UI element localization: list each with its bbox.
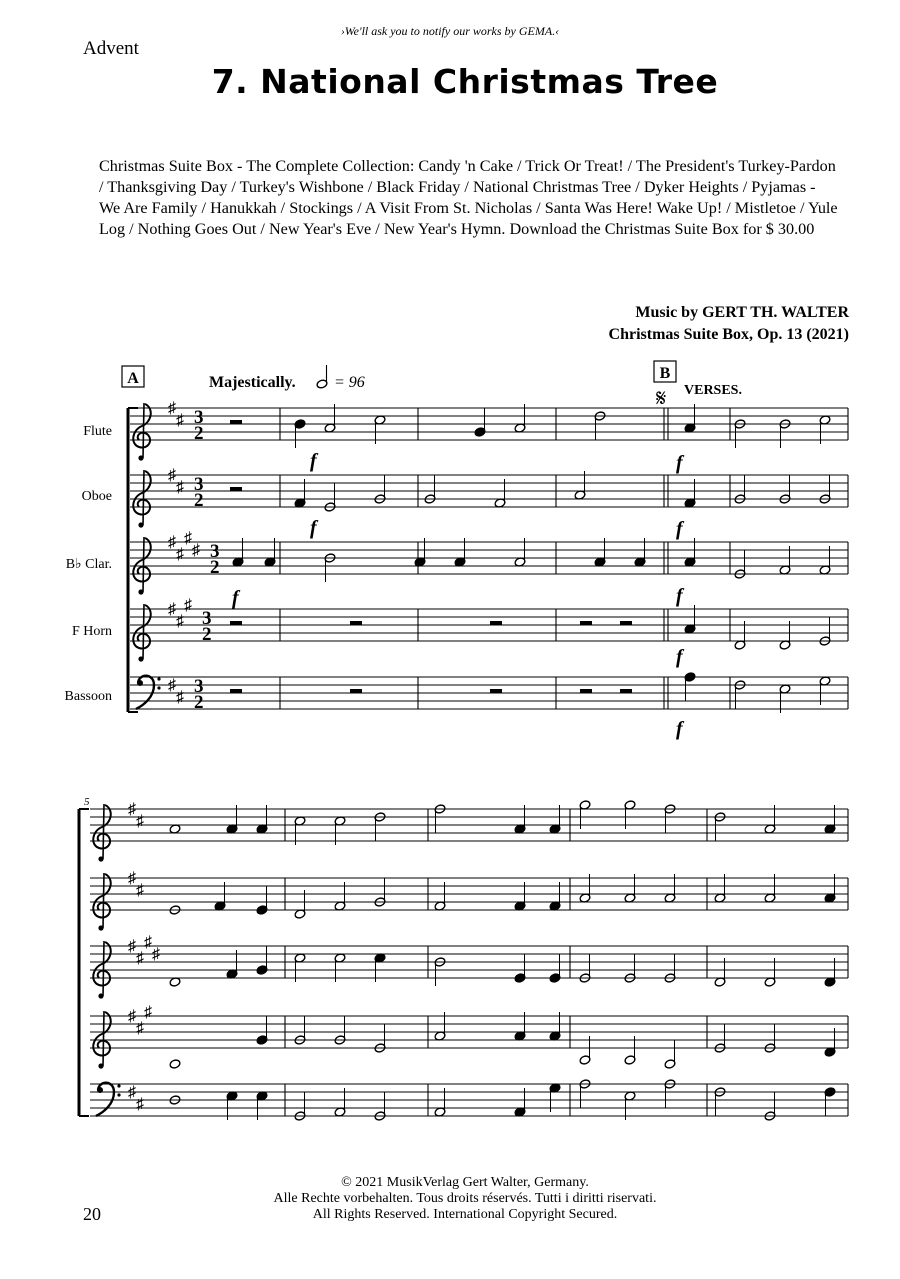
time-signature-bottom: 2 (202, 624, 212, 645)
instrument-label-clarinet: B♭ Clar. (65, 557, 112, 572)
time-signature-bottom: 2 (194, 490, 204, 511)
composer-credit: Music by GERT TH. WALTER (635, 304, 849, 321)
sharp-sign: ♯ (184, 597, 192, 614)
bass-clef (136, 676, 161, 709)
sharp-sign: ♯ (176, 546, 184, 563)
dynamic-clarinet: f (232, 587, 239, 609)
rest (490, 689, 502, 693)
instrument-label-flute: Flute (83, 424, 112, 439)
piece-title: 7. National Christmas Tree (211, 62, 719, 101)
staff (90, 800, 848, 862)
sharp-sign: ♯ (176, 479, 184, 496)
score (0, 355, 900, 1175)
time-signature-top: 3 (194, 474, 204, 495)
sharp-sign: ♯ (168, 400, 176, 417)
note-head (169, 1059, 181, 1069)
measure-number: 5 (84, 796, 90, 808)
gema-notice: ›We'll ask you to notify our works by GEMA.‹ (340, 24, 560, 38)
time-signature-top: 3 (202, 608, 212, 629)
dynamic-oboe: f (310, 517, 317, 539)
sharp-sign: ♯ (168, 534, 176, 551)
tempo-marking: Majestically. (209, 374, 296, 391)
system-2-staves (90, 800, 848, 1121)
section-label: Advent (83, 38, 139, 59)
collection-description: Christmas Suite Box - The Complete Collection: Candy 'n Cake / Trick Or Treat! / The President's Turkey-Pardon / Thanksgiving Day / Turkey's Wishbone / Black Friday / National Christmas Tree / Dyker Heights / Pyjamas - We Are Family / Hanukkah / Stockings / A Visit From St. Nicholas / Santa Was Here! Wake Up! / Mistletoe / Yule Log / Nothing Goes Out / New Year's Eve / New Year's Hymn. Download the Christmas Suite Box for $ 30.00 (99, 157, 838, 238)
dynamic-flute-b: f (676, 452, 683, 474)
time-signature-bottom: 2 (210, 557, 220, 578)
copyright-line-1: © 2021 MusikVerlag Gert Walter, Germany. (341, 1175, 589, 1190)
rest (490, 621, 502, 625)
dynamic-horn-b: f (676, 646, 683, 668)
system-1-staves (130, 400, 848, 713)
page-number: 20 (83, 1204, 101, 1224)
segno-sign: 𝄋 (656, 386, 667, 412)
sharp-sign: ♯ (168, 601, 176, 618)
sharp-sign: ♯ (184, 530, 192, 547)
staff (90, 934, 848, 999)
rest (230, 420, 242, 424)
tempo-value: = 96 (334, 374, 365, 391)
time-signature-top: 3 (210, 541, 220, 562)
sharp-sign: ♯ (136, 813, 144, 830)
staff (90, 1079, 848, 1121)
sharp-sign: ♯ (136, 1096, 144, 1113)
sharp-sign: ♯ (176, 412, 184, 429)
sharp-sign: ♯ (144, 934, 152, 951)
sharp-sign: ♯ (176, 613, 184, 630)
staff (90, 1004, 848, 1069)
staff (130, 400, 848, 461)
instrument-label-bassoon: Bassoon (64, 689, 112, 704)
sharp-sign: ♯ (128, 1084, 136, 1101)
sharp-sign: ♯ (136, 882, 144, 899)
sharp-sign: ♯ (192, 542, 200, 559)
rest (620, 689, 632, 693)
bass-clef (96, 1083, 121, 1116)
staff (130, 467, 848, 528)
rest (350, 689, 362, 693)
sharp-sign: ♯ (128, 938, 136, 955)
time-signature-bottom: 2 (194, 692, 204, 713)
rest (350, 621, 362, 625)
sharp-sign: ♯ (168, 677, 176, 694)
rest (230, 621, 242, 625)
sharp-sign: ♯ (136, 1020, 144, 1037)
copyright-line-2: Alle Rechte vorbehalten. Tous droits réservés. Tutti i diritti riservati. (273, 1191, 657, 1206)
dynamic-clarinet-b: f (676, 585, 683, 607)
verses-label: VERSES. (684, 383, 742, 398)
sharp-sign: ♯ (128, 870, 136, 887)
dynamic-oboe-b: f (676, 518, 683, 540)
time-signature-top: 3 (194, 676, 204, 697)
sharp-sign: ♯ (176, 689, 184, 706)
staff (130, 530, 848, 595)
credits (609, 302, 849, 346)
copyright-line-3: All Rights Reserved. International Copyright Secured. (312, 1207, 618, 1222)
rest (230, 689, 242, 693)
rest (580, 621, 592, 625)
sharp-sign: ♯ (144, 1004, 152, 1021)
sharp-sign: ♯ (168, 467, 176, 484)
instrument-label-oboe: Oboe (81, 489, 112, 504)
rest (620, 621, 632, 625)
system-1 (65, 361, 848, 740)
sharp-sign: ♯ (152, 946, 160, 963)
sharp-sign: ♯ (128, 1008, 136, 1025)
time-signature-bottom: 2 (194, 423, 204, 444)
time-signature-top: 3 (194, 407, 204, 428)
dynamic-flute: f (310, 450, 317, 472)
system-2 (79, 796, 848, 1121)
rest (580, 689, 592, 693)
sharp-sign: ♯ (128, 801, 136, 818)
rehearsal-mark-b: B (659, 365, 671, 382)
opus-credit: Christmas Suite Box, Op. 13 (2021) (608, 326, 849, 343)
dynamic-bassoon-b: f (676, 718, 683, 740)
rehearsal-mark-a: A (127, 370, 139, 387)
staff (90, 870, 848, 931)
copyright-footer (0, 1175, 900, 1223)
rest (230, 487, 242, 491)
instrument-label-horn: F Horn (71, 624, 112, 639)
sharp-sign: ♯ (136, 950, 144, 967)
